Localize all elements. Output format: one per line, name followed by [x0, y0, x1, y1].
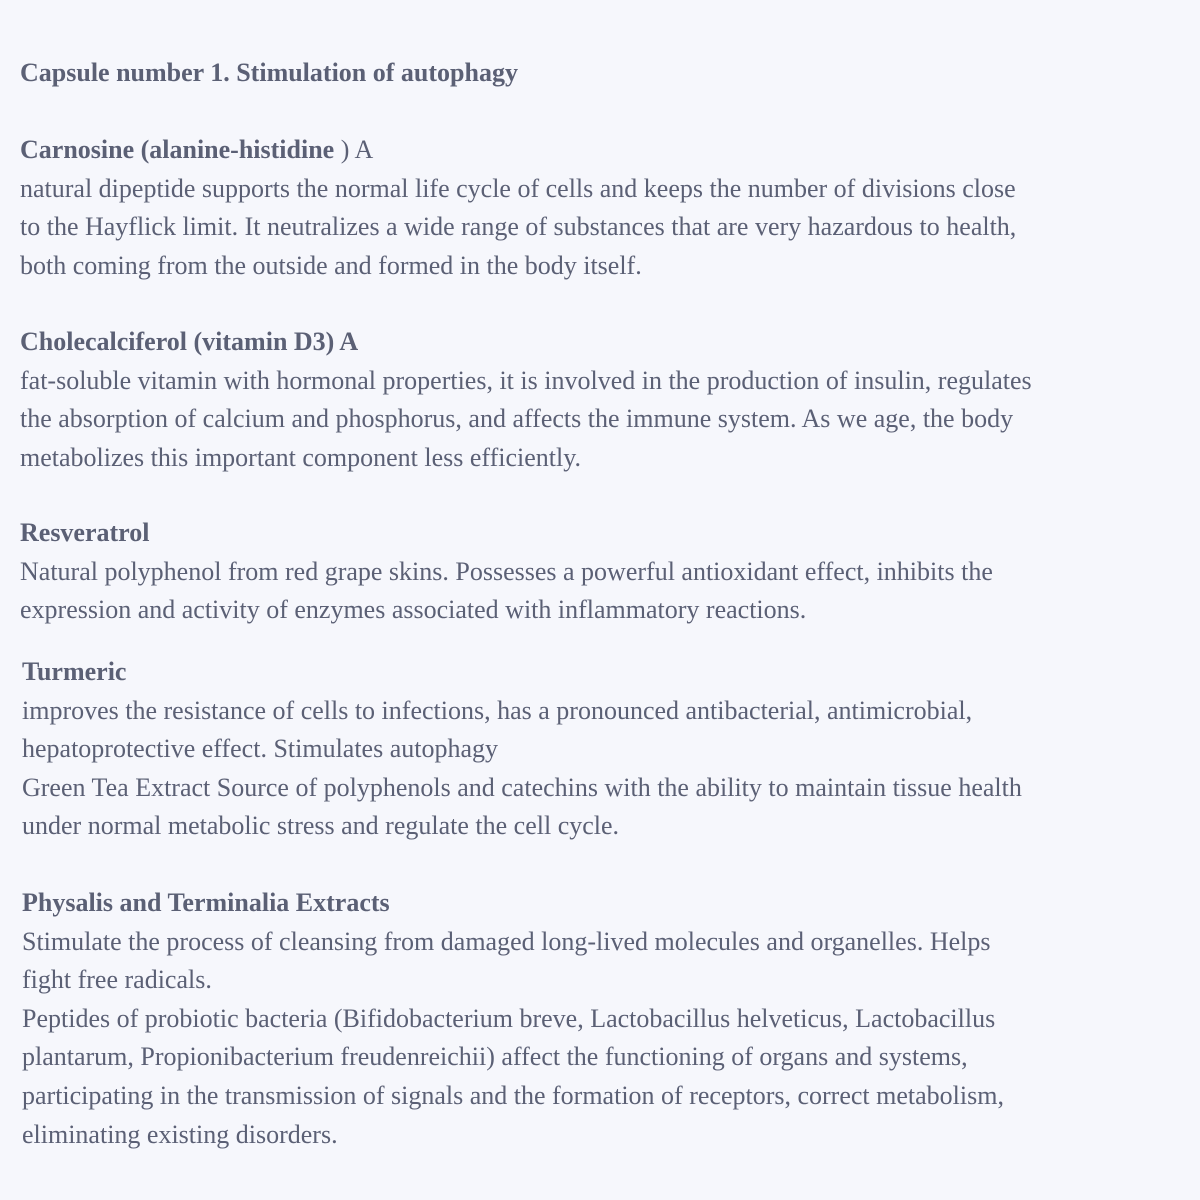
paragraph-line: participating in the transmission of signals and the formation of receptors, correct metabolism,	[22, 1080, 1004, 1110]
section-heading: Turmeric	[22, 657, 127, 686]
paragraph-line: natural dipeptide supports the normal life cycle of cells and keeps the number of divisions close	[20, 173, 1016, 203]
section-physalis-terminalia	[22, 884, 1192, 1154]
section-carnosine	[20, 131, 1190, 285]
paragraph-line: Green Tea Extract Source of polyphenols and catechins with the ability to maintain tissue health	[22, 772, 1022, 802]
section-turmeric	[22, 653, 1192, 846]
paragraph-line: to the Hayflick limit. It neutralizes a wide range of substances that are very hazardous to health,	[20, 212, 1017, 242]
paragraph-line: metabolizes this important component less efficiently.	[20, 442, 582, 472]
section-heading: Physalis and Terminalia Extracts	[22, 888, 390, 917]
section-heading: Cholecalciferol (vitamin D3) A	[20, 327, 359, 356]
paragraph-line: eliminating existing disorders.	[22, 1119, 338, 1149]
paragraph-line: hepatoprotective effect. Stimulates autophagy	[22, 734, 499, 764]
section-cholecalciferol	[20, 323, 1190, 477]
section-heading: Resveratrol	[20, 518, 150, 547]
paragraph-line: the absorption of calcium and phosphorus, and affects the immune system. As we age, the body	[20, 404, 1014, 434]
paragraph-line: improves the resistance of cells to infections, has a pronounced antibacterial, antimicrobial,	[22, 695, 973, 725]
heading-bold: Carnosine (alanine-histidine	[20, 135, 341, 164]
paragraph-line: Natural polyphenol from red grape skins. Possesses a powerful antioxidant effect, inhibits the	[20, 556, 993, 586]
paragraph-line: plantarum, Propionibacterium freudenreichii) affect the functioning of organs and systems,	[22, 1042, 968, 1072]
paragraph-line: both coming from the outside and formed in the body itself.	[20, 250, 642, 280]
heading-tail: ) A	[340, 135, 374, 164]
paragraph-line: fat-soluble vitamin with hormonal properties, it is involved in the production of insulin, regulates	[20, 365, 1032, 395]
section-resveratrol	[20, 514, 1190, 630]
section-heading	[20, 131, 1190, 170]
paragraph-line: Stimulate the process of cleansing from damaged long-lived molecules and organelles. Helps	[22, 926, 991, 956]
document-title: Capsule number 1. Stimulation of autophagy	[20, 58, 518, 87]
paragraph-line: under normal metabolic stress and regulate the cell cycle.	[22, 811, 620, 841]
paragraph-line: Peptides of probiotic bacteria (Bifidobacterium breve, Lactobacillus helveticus, Lactobacillus	[22, 1003, 996, 1033]
document-title-block	[20, 54, 1190, 93]
paragraph-line: expression and activity of enzymes associated with inflammatory reactions.	[20, 595, 807, 625]
paragraph-line: fight free radicals.	[22, 965, 212, 995]
